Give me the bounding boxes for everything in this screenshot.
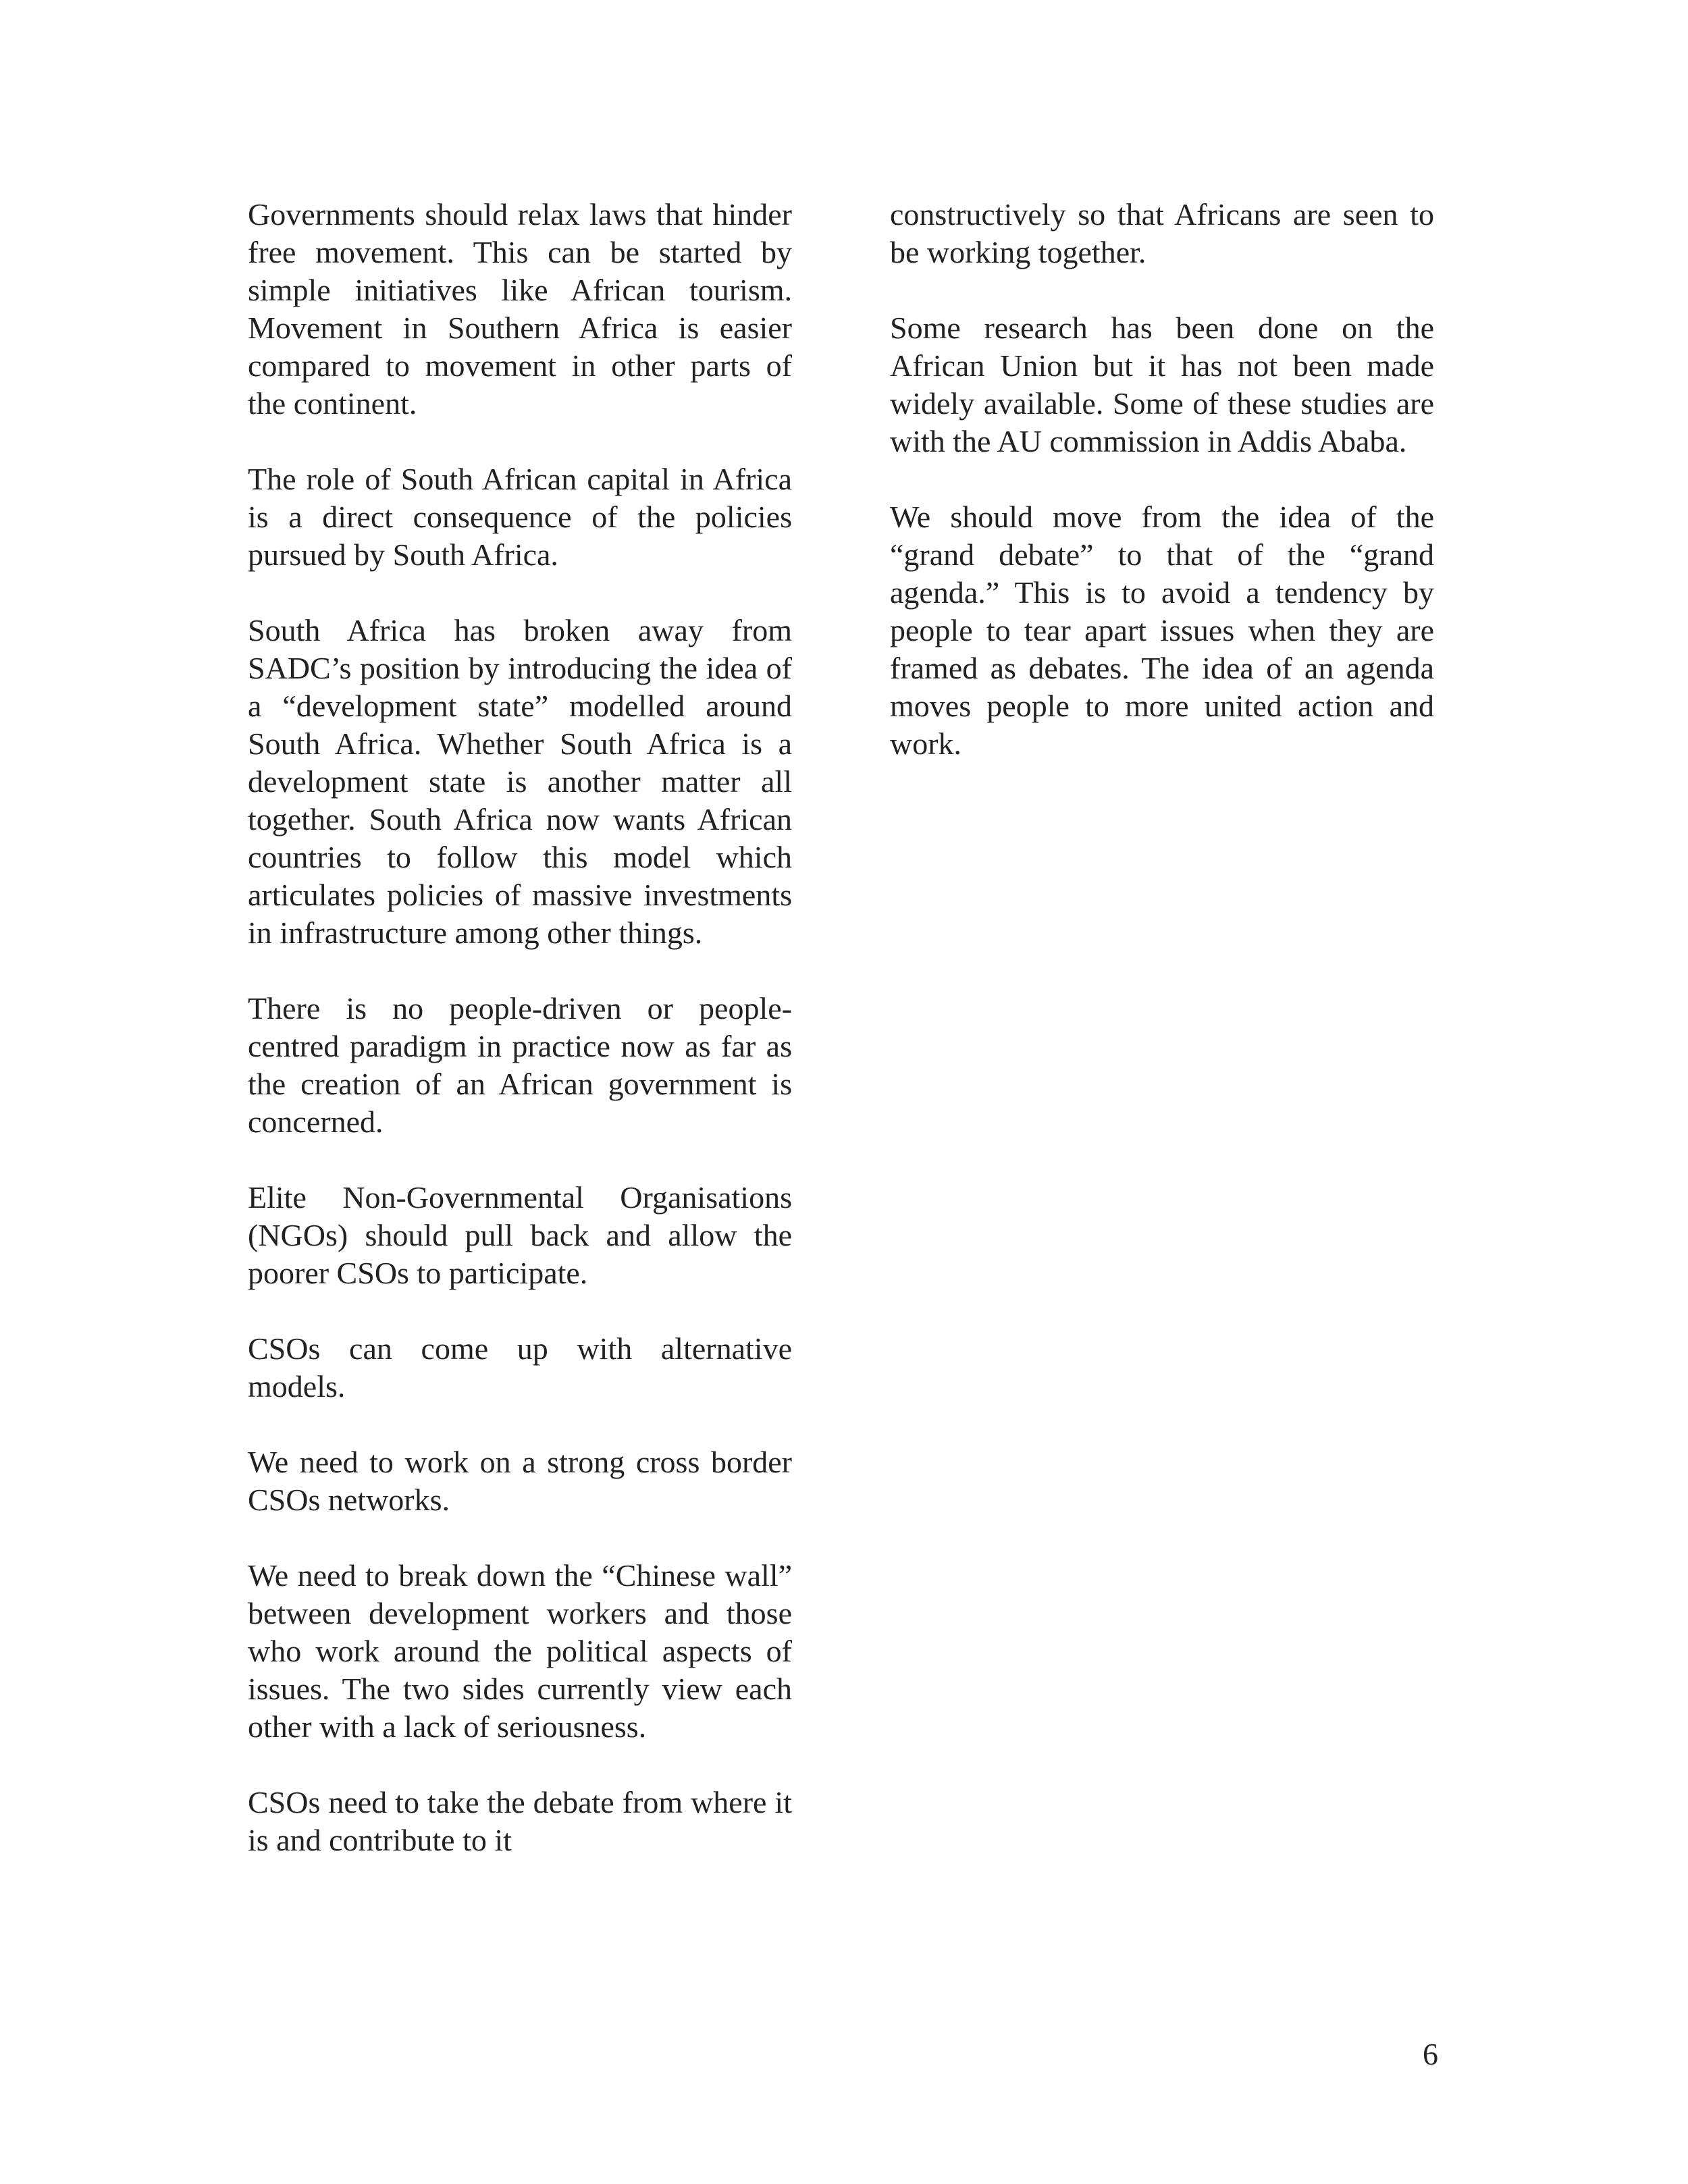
paragraph: South Africa has broken away from SADC’s position by introducing the idea of a “development state” modelled around South Africa. Whether South Africa is a development state is another matter all together. South Africa now wants African countries to follow this model which articulates policies of massive investments in infrastructure among other things. — [248, 613, 792, 950]
paragraph: constructively so that Africans are seen to be working together. — [890, 197, 1434, 269]
page-number: 6 — [1423, 2037, 1438, 2071]
paragraph: There is no people-driven or people-centred paradigm in practice now as far as the creation of an African government is concerned. — [248, 991, 792, 1139]
paragraph: CSOs need to take the debate from where it is and contribute to it — [248, 1785, 792, 1857]
paragraph: We need to break down the “Chinese wall” between development workers and those who work around the political aspects of issues. The two sides currently view each other with a lack of seriousness. — [248, 1558, 792, 1744]
paragraph: CSOs can come up with alternative models. — [248, 1331, 792, 1404]
paragraph: We should move from the idea of the “grand debate” to that of the “grand agenda.” This is to avoid a tendency by people to tear apart issues when they are framed as debates. The idea of an agenda moves people to more united action and work. — [890, 500, 1434, 761]
right-text-column — [890, 196, 1434, 801]
left-text-column — [248, 196, 792, 1897]
paragraph: Governments should relax laws that hinder free movement. This can be started by simple initiatives like African tourism. Movement in Southern Africa is easier compared to movement in other parts of the continent. — [248, 197, 792, 421]
paragraph: We need to work on a strong cross border CSOs networks. — [248, 1445, 792, 1517]
paragraph: Some research has been done on the African Union but it has not been made widely available. Some of these studies are with the AU commission in Addis Ababa. — [890, 311, 1434, 458]
paragraph: The role of South African capital in Africa is a direct consequence of the policies pursued by South Africa. — [248, 462, 792, 572]
paragraph: Elite Non-Governmental Organisations (NGOs) should pull back and allow the poorer CSOs to participate. — [248, 1180, 792, 1290]
